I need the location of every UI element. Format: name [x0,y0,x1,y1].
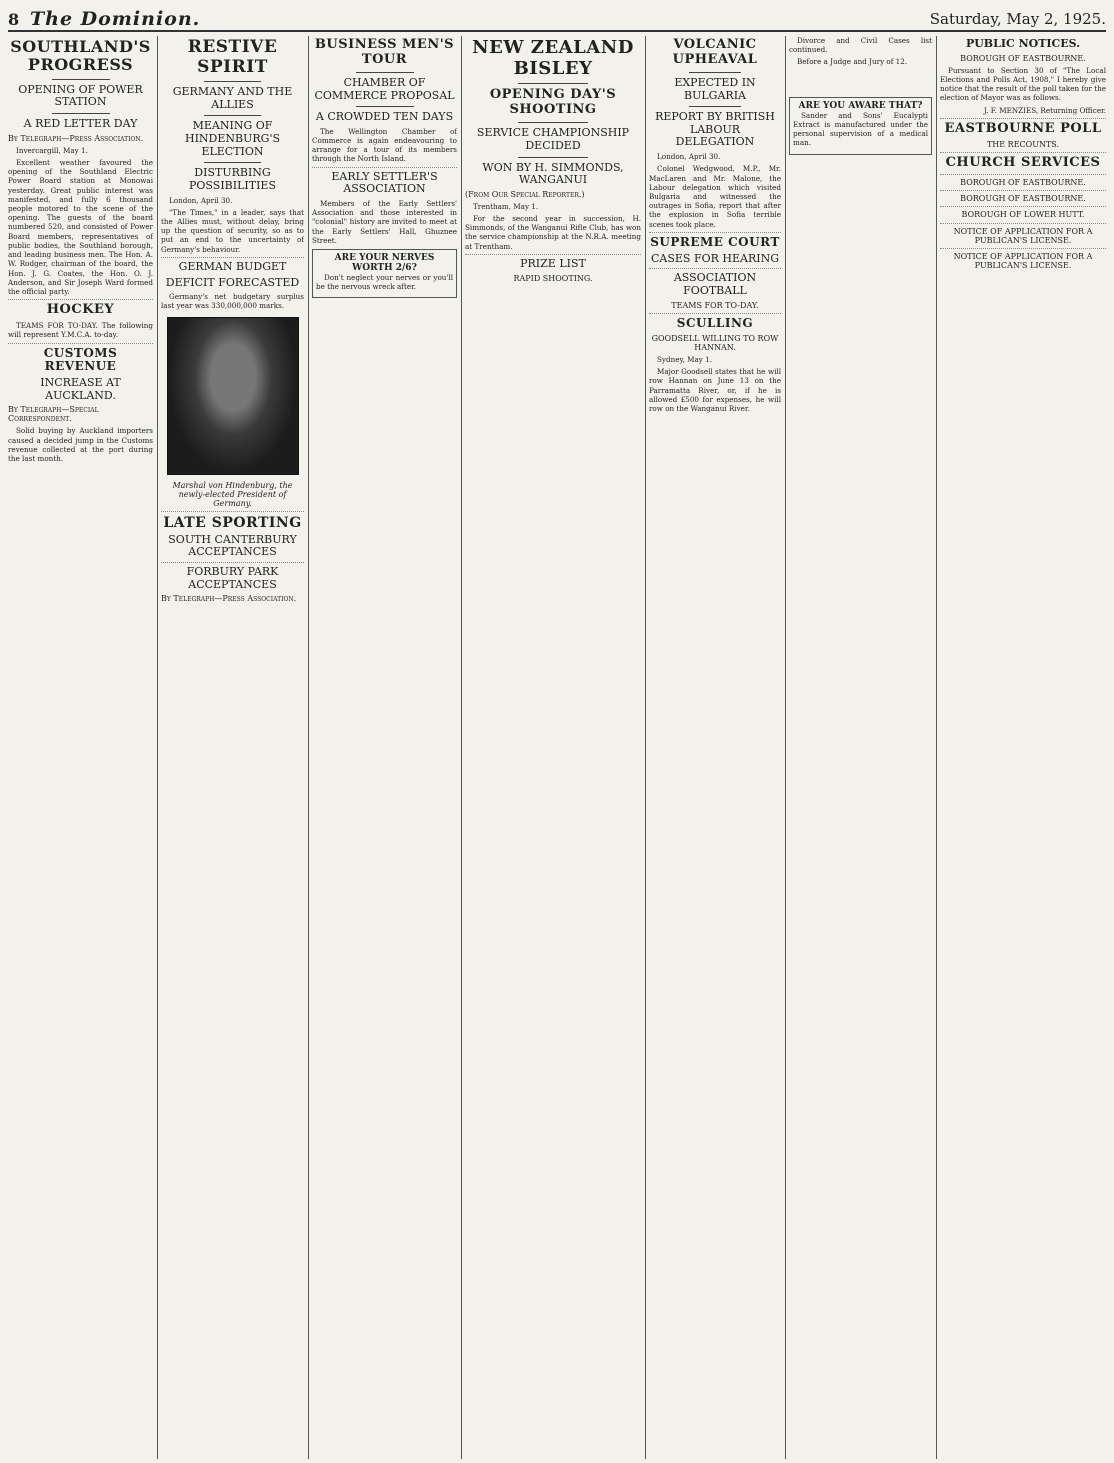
subhead-service-championship: SERVICE CHAMPIONSHIP DECIDED [476,126,630,152]
subhead-goodsell: GOODSELL WILLING TO ROW HANNAN. [651,333,779,352]
hockey-body: TEAMS FOR TO-DAY. The following will represent Y.M.C.A. to-day. [8,321,153,340]
customs-body: Solid buying by Auckland importers caused a decided jump in the Customs revenue collected at the port during the last month. [8,426,153,464]
headline-football: ASSOCIATION FOOTBALL [673,271,757,297]
byline: (From Our Special Reporter.) [465,189,585,199]
headline-eastbourne-poll: EASTBOURNE POLL [944,120,1102,136]
dateline: Trentham, May 1. [473,201,539,211]
headline-early-settlers: EARLY SETTLER'S ASSOCIATION [331,169,438,196]
subhead-south-canterbury: SOUTH CANTERBURY ACCEPTANCES [168,532,297,559]
column-6 [789,36,932,1459]
byline: By Telegraph—Press Association. [8,133,144,143]
subhead-teams: TEAMS FOR TO-DAY. [671,300,759,310]
paper-name: The Dominion. [30,8,201,30]
jury-body: Before a Judge and Jury of 12. [797,57,908,67]
dateline: Invercargill, May 1. [16,145,88,155]
subhead-simmonds: WON BY H. SIMMONDS, WANGANUI [482,160,624,187]
headline-church-services: CHURCH SERVICES [945,155,1101,171]
notice-eastbourne-2: BOROUGH OF EASTBOURNE. [960,177,1086,187]
column-1 [8,36,153,1459]
headline-nz-bisley: NEW ZEALAND BISLEY [472,37,634,79]
headline-volcanic: VOLCANIC UPHEAVAL [672,37,758,67]
column-5 [649,36,781,1459]
column-2 [161,36,304,1459]
headline-hockey: HOCKEY [46,302,115,318]
subhead-germany-allies: GERMANY AND THE ALLIES [172,85,293,111]
customs-byline: By Telegraph—Special Correspondent. [8,405,99,424]
advertisement-nerves [312,249,457,298]
dateline: London, April 30. [169,195,233,205]
subhead-red-letter: A RED LETTER DAY [23,117,138,131]
issue-date: Saturday, May 2, 1925. [929,10,1106,28]
subhead-disturbing: DISTURBING POSSIBILITIES [189,166,276,192]
ad-body: Sander and Sons' Eucalypti Extract is manufactured under the personal supervision of a medical man. [793,110,928,148]
notice-body: Pursuant to Section 30 of "The Local Elections and Polls Act, 1908," I hereby give notice that the result of the poll taken for the election of Mayor was as follows. [940,65,1106,103]
article-body: The Wellington Chamber of Commerce is again endeavouring to arrange for a tour of its members through the North Island. [312,126,457,164]
hindenburg-portrait [167,317,299,475]
notice-signature: J. F. MENZIES, Returning Officer. [983,105,1106,115]
headline-german-budget: GERMAN BUDGET [178,259,287,273]
ad-headline: ARE YOUR NERVES WORTH 2/6? [334,253,435,274]
subhead-ten-days: A CROWDED TEN DAYS [315,110,454,124]
column-4 [465,36,641,1459]
article-body: Excellent weather favoured the opening of the Southland Electric Power Board station at Monowai yesterday. Great public interest was manifested, and fully 6 thousand people motored to the scene of the opening. The guests of the board numbered 520, and consisted of Power Board members, representatives of public bodies, the Southland borough, and leading business men. The Hon. A. W. Rodger, chairman of the board, the Hon. J. G. Coates, the Hon. O. J. Anderson, and Sir Joseph Ward formed the official party. [8,157,153,296]
ad-headline: ARE YOU AWARE THAT? [798,100,923,111]
article-body: Colonel Wedgwood, M.P., Mr. MacLaren and Mr. Malone, the Labour delegation which visited Bulgaria and witnessed the outrages in Sofia, report that after the explosion in Sofia terrible scenes took place. [649,164,781,229]
headline-restive-spirit: RESTIVE SPIRIT [187,37,278,77]
subhead-bulgaria: EXPECTED IN BULGARIA [674,75,756,102]
advertisement-eucalypti [789,97,932,155]
subhead-chamber: CHAMBER OF COMMERCE PROPOSAL [314,75,455,102]
article-body: For the second year in succession, H. Simmonds, of the Wanganui Rifle Club, has won the service championship at the N.R.A. meeting at Trentham. [465,214,641,251]
subhead-recounts: THE RECOUNTS. [986,139,1060,149]
subhead-labour-delegation: REPORT BY BRITISH LABOUR DELEGATION [655,110,775,149]
subhead-hindenburg: MEANING OF HINDENBURG'S ELECTION [184,119,281,158]
headline-prize-list: PRIZE LIST [520,256,586,270]
headline-sculling: SCULLING [676,315,754,330]
court-list-body: Divorce and Civil Cases list continued. [789,36,932,55]
headline-business-tour: BUSINESS MEN'S TOUR [314,37,455,67]
budget-body: Germany's net budgetary surplus last year was 330,000,000 marks. [161,292,304,311]
subhead-deficit: DEFICIT FORECASTED [165,275,300,289]
headline-public-notices: PUBLIC NOTICES. [965,37,1081,50]
page-number: 8 [8,10,20,29]
headline-late-sporting: LATE SPORTING [163,514,302,531]
notice-publicans-license-1: NOTICE OF APPLICATION FOR A PUBLICAN'S LICENSE. [953,226,1093,245]
subhead-opening-day: OPENING DAY'S SHOOTING [489,87,617,118]
headline-supreme-court: SUPREME COURT [650,234,780,249]
subhead-cases: CASES FOR HEARING [651,251,779,265]
notice-eastbourne-3: BOROUGH OF EASTBOURNE. [960,194,1086,204]
notice-eastbourne-1: BOROUGH OF EASTBOURNE. [960,53,1086,63]
subhead-power-station: OPENING OF POWER STATION [18,82,143,109]
headline-southland: SOUTHLAND'S PROGRESS [10,37,151,75]
masthead [8,4,1106,32]
forbury-byline: By Telegraph—Press Association. [161,594,297,604]
column-3 [312,36,457,1459]
subhead-rapid-shooting: RAPID SHOOTING. [513,273,593,283]
dateline: London, April 30. [657,152,721,162]
photo-caption: Marshal von Hindenburg, the newly-elected President of Germany. [172,480,293,508]
sculling-dateline: Sydney, May 1. [657,354,712,364]
ad-body: Don't neglect your nerves or you'll be the nervous wreck after. [316,273,453,292]
notice-publicans-license-2: NOTICE OF APPLICATION FOR A PUBLICAN'S LICENSE. [953,251,1093,271]
settlers-body: Members of the Early Settlers' Association and those interested in "colonial" history are invited to meet at the Early Settlers' Hall, Ghuznee Street. [312,198,457,245]
article-body: "The Times," in a leader, says that the Allies must, without delay, bring up the question of security, so as to put an end to the uncertainty of Germany's behaviour. [161,207,304,254]
subhead-customs: INCREASE AT AUCKLAND. [40,376,121,402]
column-7 [940,36,1106,1459]
headline-forbury-park: FORBURY PARK ACCEPTANCES [186,564,279,591]
notice-lower-hutt: BOROUGH OF LOWER HUTT. [961,210,1085,220]
headline-customs: CUSTOMS REVENUE [43,345,118,374]
sculling-body: Major Goodsell states that he will row Hannan on June 13 on the Parramatta River, or, if he is allowed £500 for expenses, he will row on the Wanganui River. [649,367,781,413]
